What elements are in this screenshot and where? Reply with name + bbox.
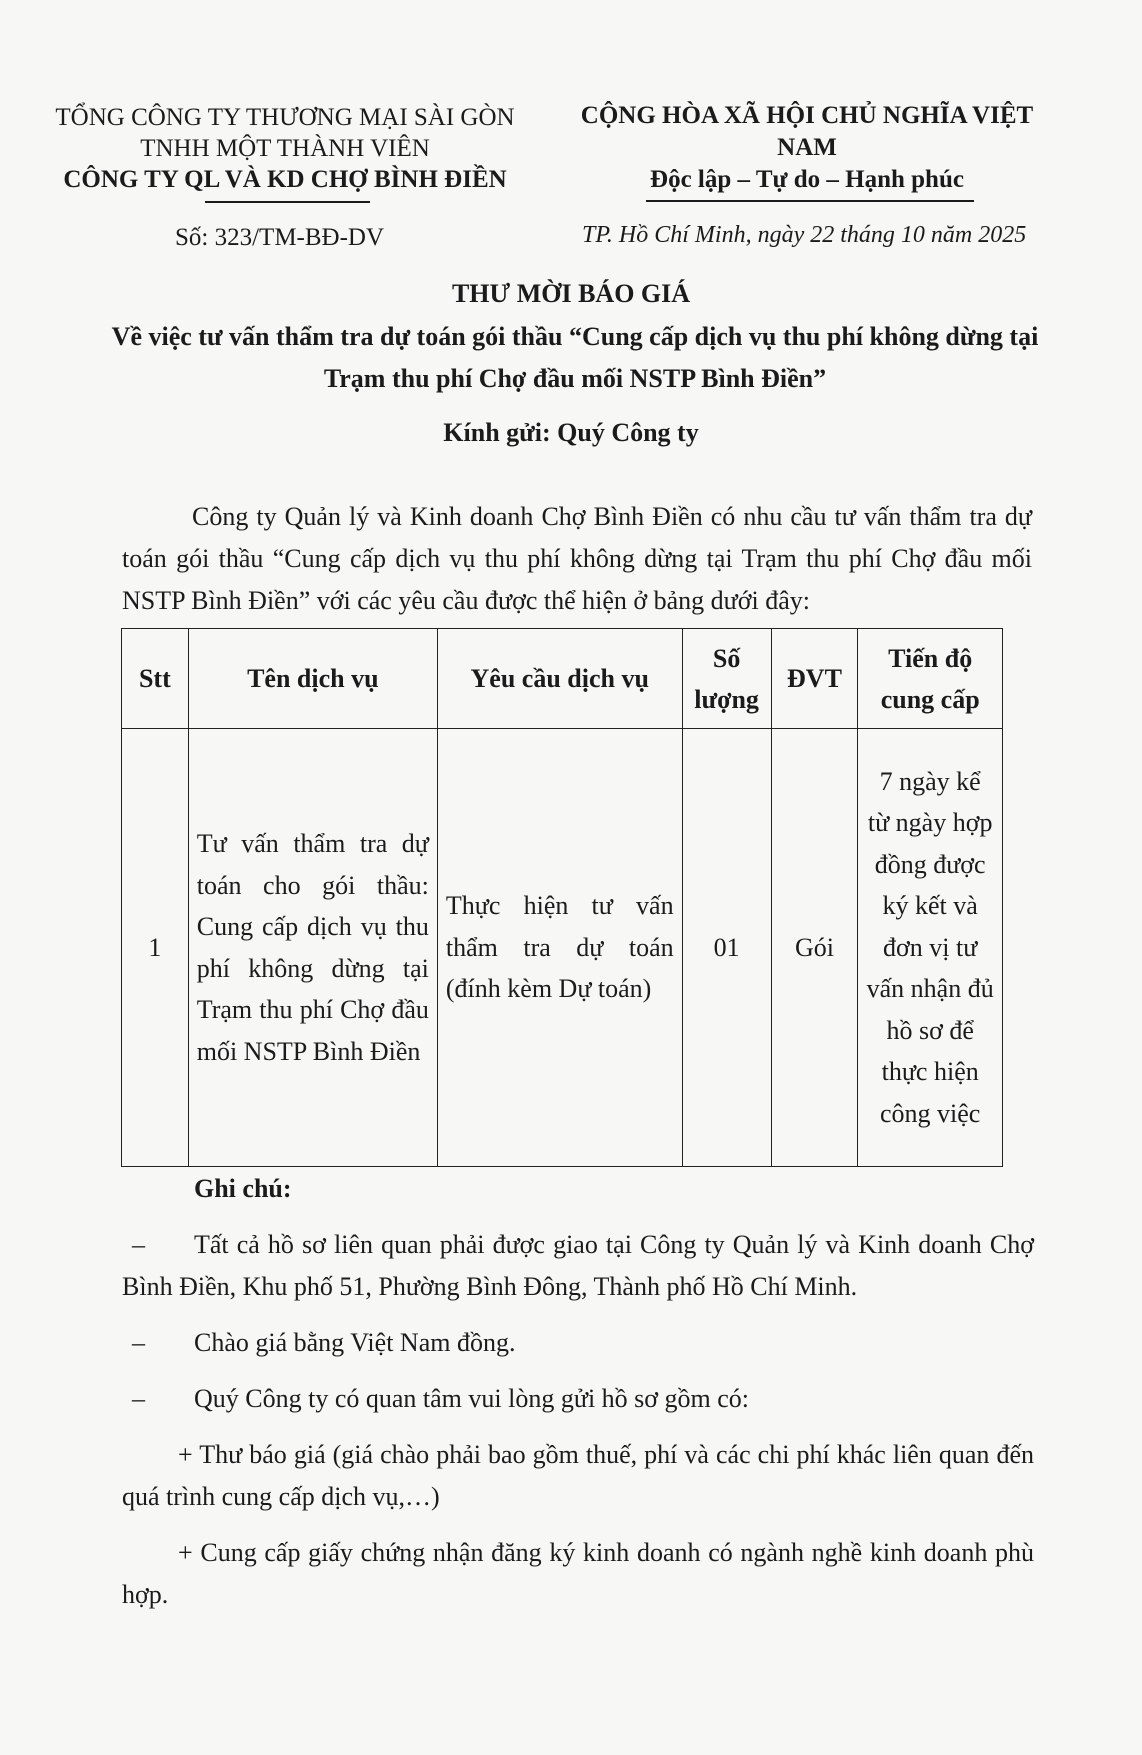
dash-bullet: – bbox=[132, 1230, 145, 1259]
reference-number: Số: 323/TM-BĐ-DV bbox=[175, 224, 385, 251]
org-parent-line1: TỔNG CÔNG TY THƯƠNG MẠI SÀI GÒN bbox=[55, 104, 515, 131]
col-header-requirement: Yêu cầu dịch vụ bbox=[437, 629, 682, 729]
document-subject: Về việc tư vấn thẩm tra dự toán gói thầu “Cung cấp dịch vụ thu phí không dừng tại Trạm thu phí Chợ đầu mối NSTP Bình Điền” bbox=[111, 322, 1039, 393]
org-parent-line2: TNHH MỘT THÀNH VIÊN bbox=[140, 135, 430, 162]
col-header-stt: Stt bbox=[122, 629, 189, 729]
national-header bbox=[552, 100, 1062, 202]
nation-name: CỘNG HÒA XÃ HỘI CHỦ NGHĨA VIỆT NAM bbox=[580, 102, 1034, 161]
org-company-name: CÔNG TY QL VÀ KD CHỢ BÌNH ĐIỀN bbox=[63, 166, 507, 193]
cell-stt: 1 bbox=[122, 729, 189, 1167]
issuing-organization bbox=[50, 102, 520, 195]
note-item-text: Chào giá bằng Việt Nam đồng. bbox=[194, 1328, 516, 1357]
note-item bbox=[122, 1224, 1034, 1308]
recipient-line: Kính gửi: Quý Công ty bbox=[443, 418, 699, 447]
cell-unit: Gói bbox=[771, 729, 858, 1167]
note-sub-item-text: Cung cấp giấy chứng nhận đăng ký kinh doanh có ngành nghề kinh doanh phù hợp. bbox=[122, 1538, 1035, 1609]
table-header-row bbox=[122, 629, 1003, 729]
dash-bullet: – bbox=[132, 1328, 145, 1357]
national-motto bbox=[650, 164, 964, 202]
note-sub-item bbox=[122, 1532, 1034, 1616]
issue-date: TP. Hồ Chí Minh, ngày 22 tháng 10 năm 2025 bbox=[582, 222, 1027, 248]
national-motto-text: Độc lập – Tự do – Hạnh phúc bbox=[650, 166, 964, 193]
org-underline bbox=[205, 201, 370, 203]
note-sub-item-text: Thư báo giá (giá chào phải bao gồm thuế, phí và các chi phí khác liên quan đến quá trình cung cấp dịch vụ,…) bbox=[122, 1440, 1035, 1511]
cell-service-name: Tư vấn thẩm tra dự toán cho gói thầu: Cung cấp dịch vụ thu phí không dừng tại Trạm thu phí Chợ đầu mối NSTP Bình Điền bbox=[188, 729, 437, 1167]
notes-section bbox=[122, 1168, 1034, 1630]
motto-underline bbox=[646, 200, 974, 202]
note-sub-item bbox=[122, 1434, 1034, 1518]
dash-bullet: – bbox=[132, 1384, 145, 1413]
cell-requirement: Thực hiện tư vấn thẩm tra dự toán (đính kèm Dự toán) bbox=[437, 729, 682, 1167]
col-header-quantity: Số lượng bbox=[682, 629, 771, 729]
note-item-text: Tất cả hồ sơ liên quan phải được giao tại Công ty Quản lý và Kinh doanh Chợ Bình Điền, Khu phố 51, Phường Bình Đông, Thành phố Hồ Chí Minh. bbox=[122, 1230, 1034, 1301]
note-item bbox=[122, 1322, 1034, 1364]
col-header-service-name: Tên dịch vụ bbox=[188, 629, 437, 729]
cell-quantity: 01 bbox=[682, 729, 771, 1167]
note-item bbox=[122, 1378, 1034, 1420]
col-header-unit: ĐVT bbox=[771, 629, 858, 729]
col-header-schedule: Tiến độ cung cấp bbox=[858, 629, 1003, 729]
service-table bbox=[121, 628, 1003, 1167]
intro-paragraph: Công ty Quản lý và Kinh doanh Chợ Bình Điền có nhu cầu tư vấn thẩm tra dự toán gói thầu “Cung cấp dịch vụ thu phí không dừng tại Trạm thu phí Chợ đầu mối NSTP Bình Điền” với các yêu cầu được thể hiện ở bảng dưới đây: bbox=[122, 502, 1032, 615]
note-item-text: Quý Công ty có quan tâm vui lòng gửi hồ sơ gồm có: bbox=[194, 1384, 750, 1413]
plus-bullet: + bbox=[178, 1538, 193, 1567]
table-row bbox=[122, 729, 1003, 1167]
document-title: THƯ MỜI BÁO GIÁ bbox=[451, 279, 691, 308]
plus-bullet: + bbox=[178, 1440, 193, 1469]
notes-heading: Ghi chú: bbox=[194, 1174, 292, 1203]
cell-schedule: 7 ngày kể từ ngày hợp đồng được ký kết và đơn vị tư vấn nhận đủ hồ sơ để thực hiện công việc bbox=[858, 729, 1003, 1167]
